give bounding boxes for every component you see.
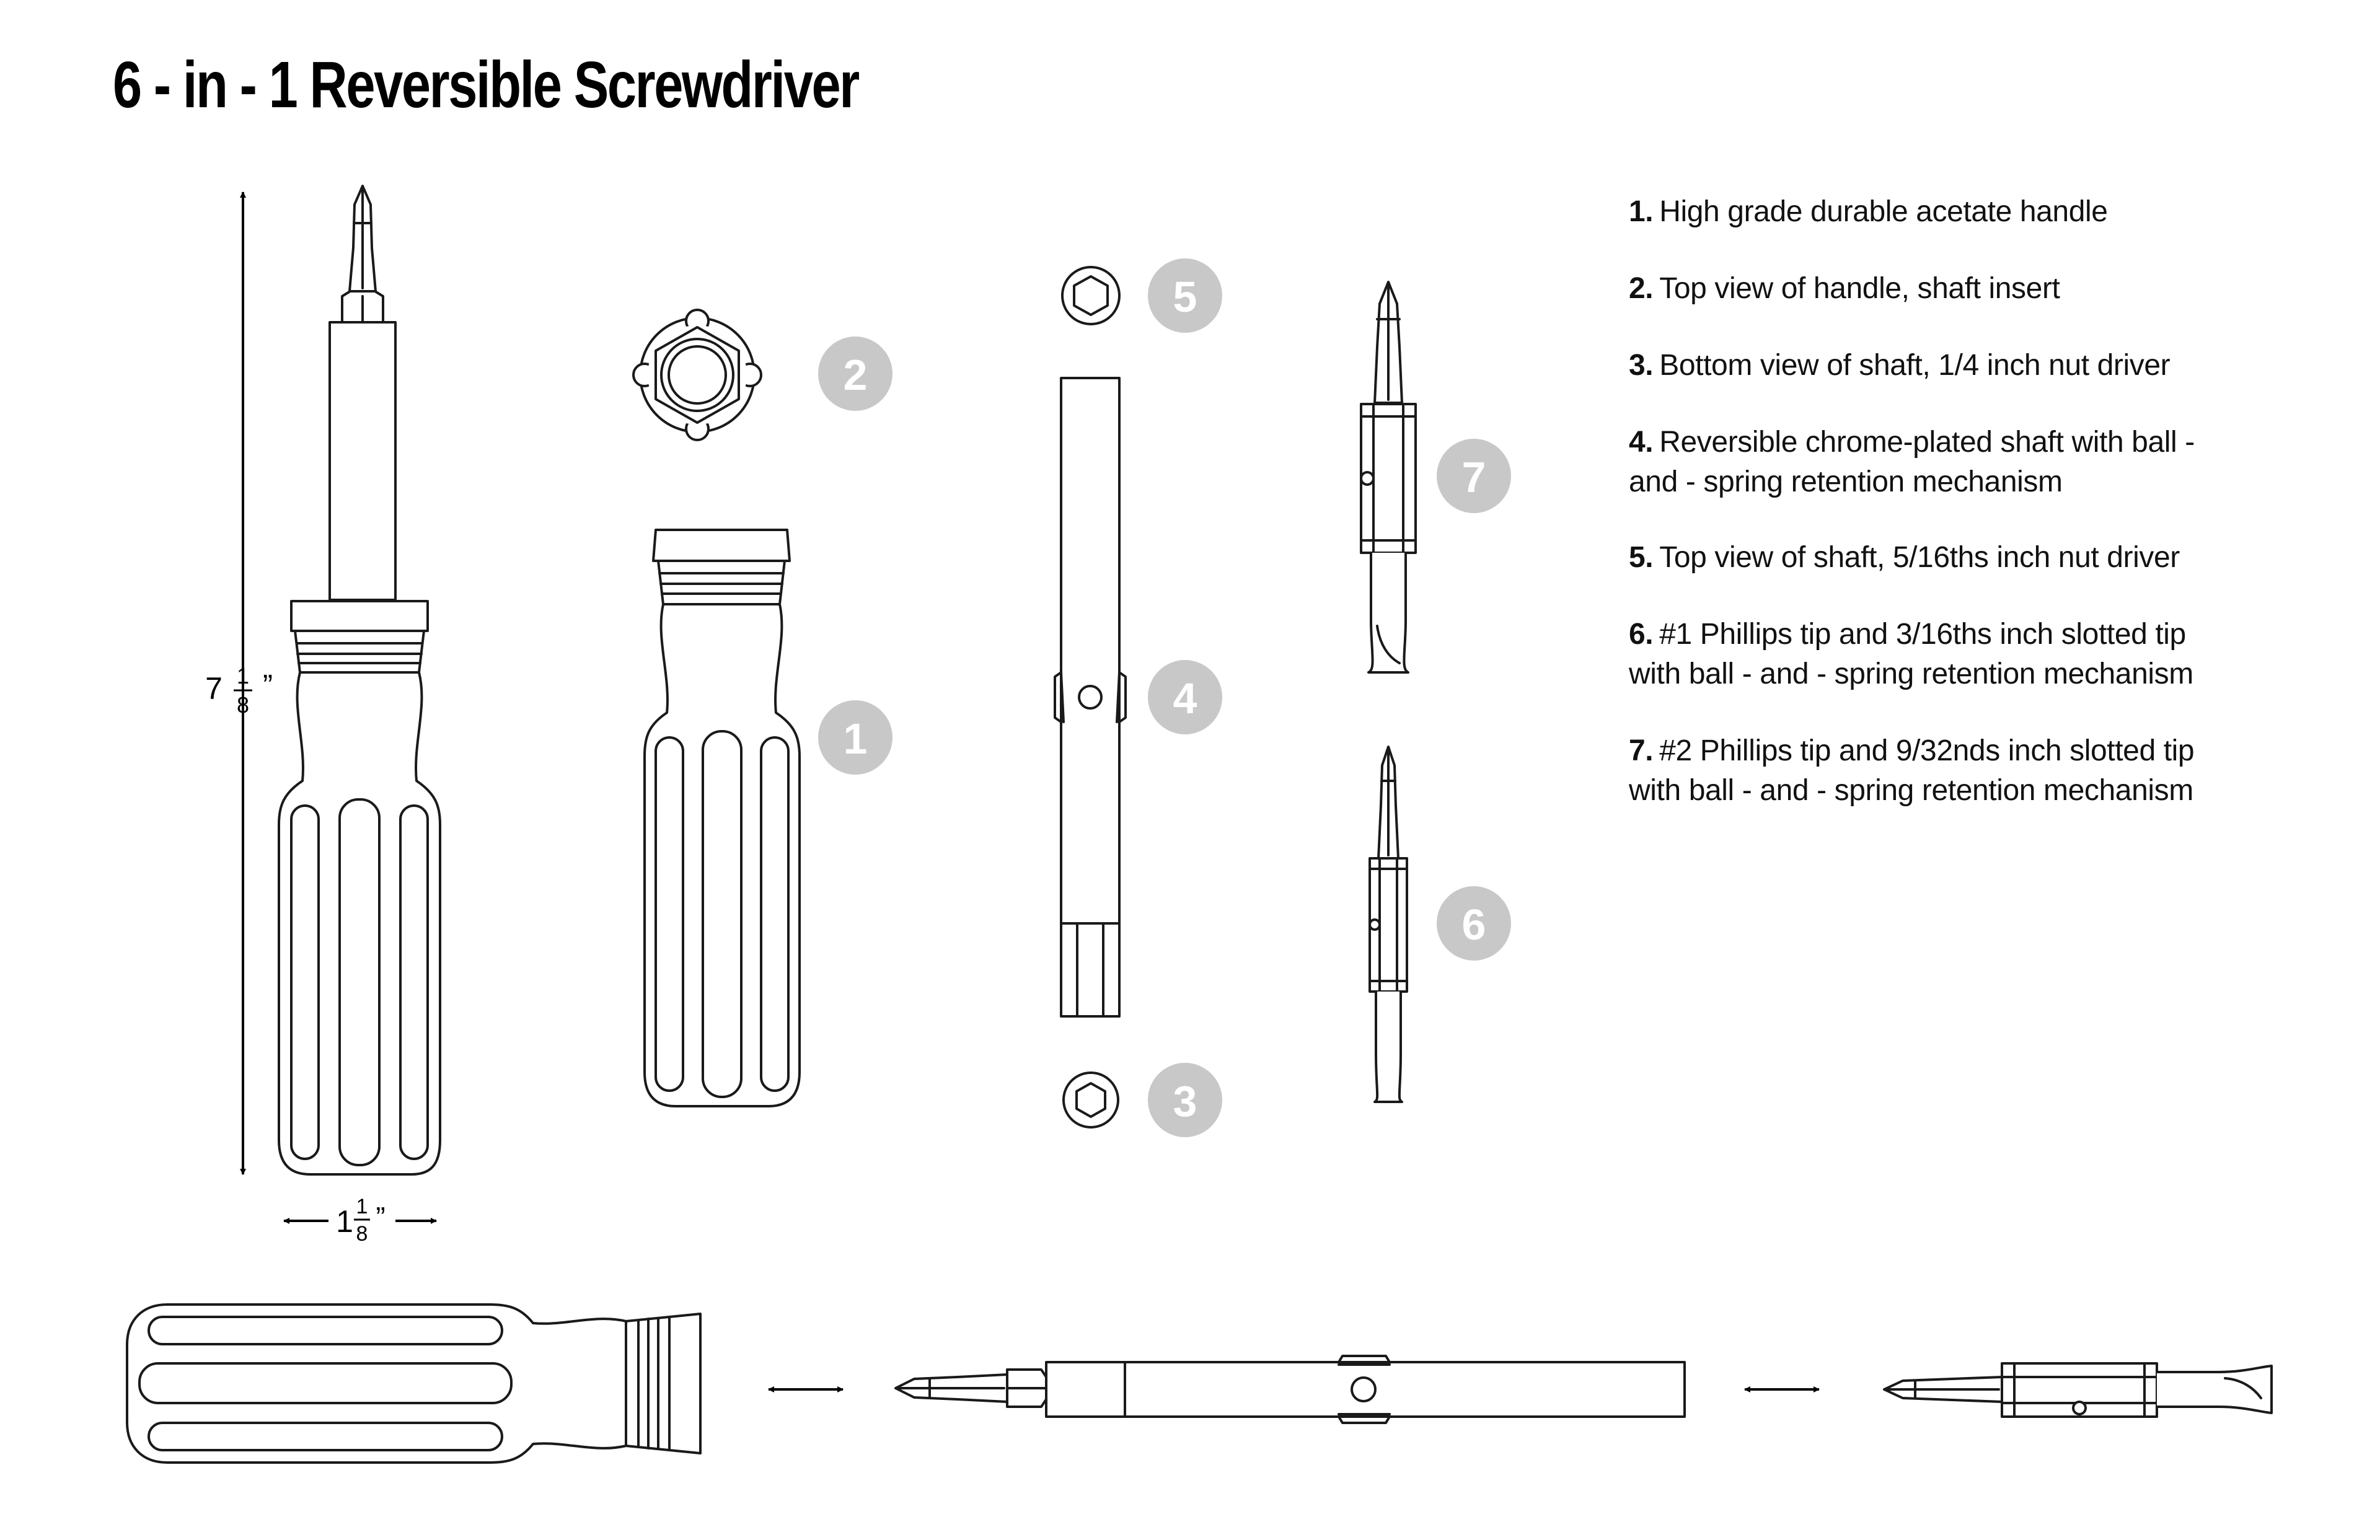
- page-title: 6 - in - 1 Reversible Screwdriver: [113, 48, 858, 121]
- handle-horizontal: [127, 1305, 700, 1463]
- handle-top-view: [633, 310, 761, 440]
- svg-text:2: 2: [843, 351, 868, 399]
- legend-item-3: 3. Bottom view of shaft, 1/4 inch nut driver: [1629, 349, 2171, 382]
- width-dimension-label: [336, 1195, 386, 1246]
- shaft-horizontal: [896, 1356, 1685, 1423]
- legend-item-2: 2. Top view of handle, shaft insert: [1629, 272, 2060, 305]
- callout-7: [1437, 439, 1511, 513]
- width-denominator: 8: [356, 1222, 368, 1246]
- width-whole: 1: [336, 1204, 353, 1239]
- width-numerator: 1: [356, 1195, 368, 1218]
- svg-text:6: 6: [1461, 900, 1486, 949]
- bit-6: [1370, 747, 1407, 1102]
- bit-7: [1361, 282, 1416, 672]
- callout-4: [1148, 660, 1222, 734]
- legend-item-4: 4. Reversible chrome-plated shaft with ball - and - spring retention mechanism: [1629, 426, 2195, 498]
- assembled-screwdriver: [279, 186, 440, 1174]
- callout-1: [818, 700, 892, 775]
- callout-6: [1437, 886, 1511, 961]
- callout-5: [1148, 258, 1222, 333]
- svg-text:4: 4: [1173, 674, 1197, 723]
- svg-text:5: 5: [1173, 273, 1197, 321]
- legend-item-5: 5. Top view of shaft, 5/16ths inch nut driver: [1629, 541, 2180, 574]
- height-inch-mark: ”: [263, 669, 273, 702]
- handle-part: [645, 530, 800, 1106]
- svg-text:7: 7: [1461, 453, 1486, 501]
- legend-item-7: 7. #2 Phillips tip and 9/32nds inch slotted tip with ball - and - spring retention mechanism: [1629, 734, 2195, 807]
- height-numerator: 1: [236, 663, 250, 689]
- legend-item-1: 1. High grade durable acetate handle: [1629, 195, 2108, 228]
- height-whole: 7: [205, 671, 223, 706]
- svg-text:3: 3: [1173, 1077, 1197, 1125]
- width-inch-mark: ”: [376, 1201, 386, 1233]
- reversible-shaft: [1055, 378, 1126, 1016]
- shaft-top-view-5: [1062, 267, 1119, 324]
- callout-2: [818, 337, 892, 411]
- shaft-bottom-view-3: [1064, 1073, 1118, 1127]
- legend-item-6: 6. #1 Phillips tip and 3/16ths inch slotted tip with ball - and - spring retention mechanism: [1629, 618, 2193, 690]
- height-denominator: 8: [236, 692, 250, 718]
- svg-text:1: 1: [843, 715, 868, 763]
- callout-3: [1148, 1063, 1222, 1137]
- height-dimension-label: [205, 663, 273, 718]
- bit-horizontal: [1884, 1363, 2272, 1417]
